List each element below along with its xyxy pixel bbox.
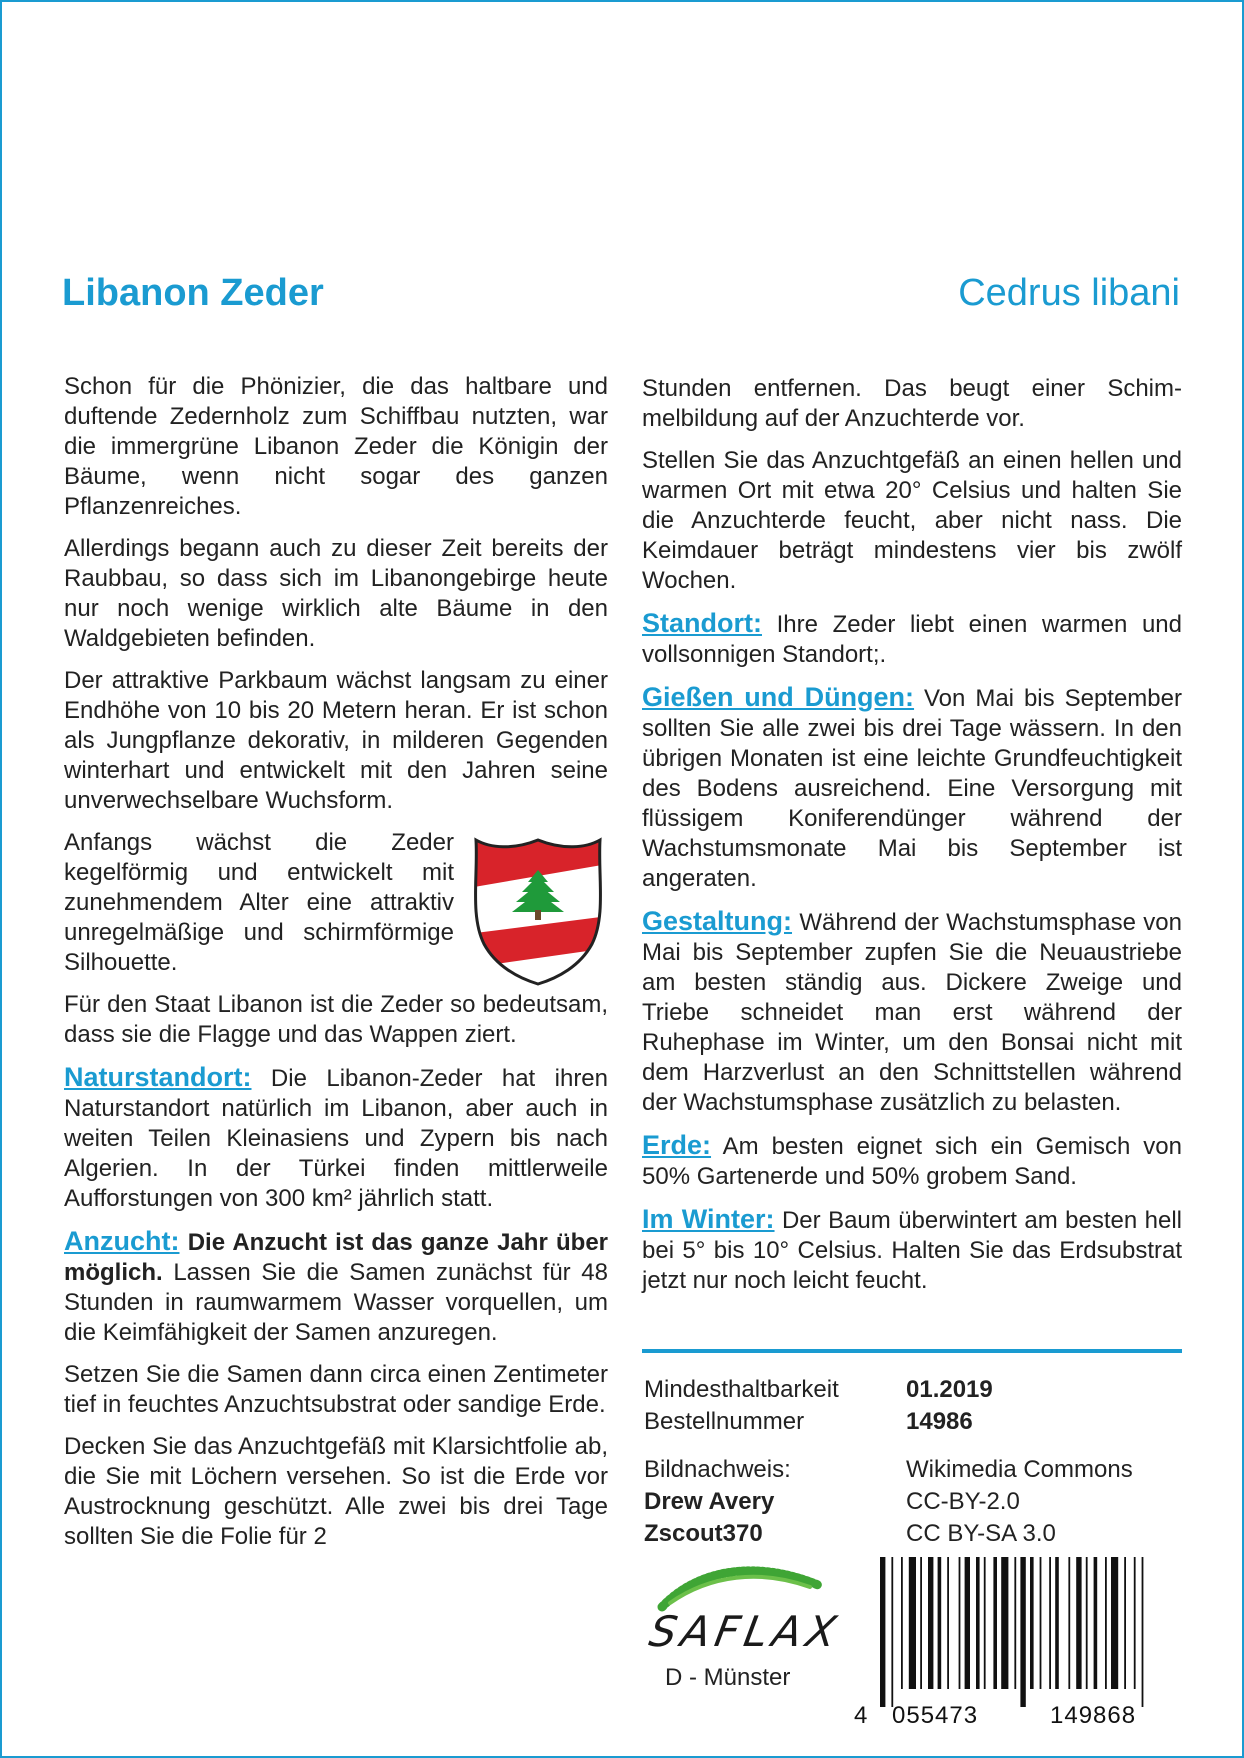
cover-paragraph: Decken Sie das Anzuchtgefäß mit Klarsichtfolie ab, die Sie mit Löchern versehen. So ist die Erde vor Austrocknung geschützt. Alle zwei bis drei Tage sollten Sie die Folie für 2 [64, 1433, 608, 1550]
barcode-bar [1055, 1557, 1059, 1689]
germination-paragraph: Stellen Sie das Anzuchtgefäß an einen hellen und warmen Ort mit etwa 20° Celsius und halten Sie die Anzuchterde feucht, aber nicht nass. Die Keimdauer beträgt mindestens vier bis zwölf Wochen. [642, 447, 1182, 594]
sowing-paragraph: Setzen Sie die Samen dann circa einen Zentimeter tief in feuchtes Anzuchtsubstrat oder sandige Erde. [64, 1361, 608, 1418]
barcode-bar [920, 1557, 922, 1689]
giessen-heading: Gießen und Düngen: [642, 682, 915, 712]
barcode-group-2: 149868 [1050, 1702, 1137, 1729]
credit-author-1: Drew Avery CC-BY-2.0 [644, 1488, 1020, 1515]
barcode-group-1: 055473 [892, 1702, 979, 1729]
barcode-bar [959, 1557, 961, 1689]
product-title: Libanon Zeder [62, 272, 324, 314]
anzucht-section: Anzucht: Die Anzucht ist das ganze Jahr über möglich. Lassen Sie die Samen zunächst für 48 Stunden in raumwarmem Wasser vorquellen, um die Keimfähigkeit der Samen anzuregen. [64, 1226, 609, 1346]
barcode-bar [891, 1557, 893, 1707]
barcode-bar [1076, 1557, 1081, 1689]
barcode-bar [1094, 1557, 1098, 1689]
giessen-section: Gießen und Düngen: Von Mai bis September sollten Sie alle zwei bis drei Tage wässern. In den übrigen Monaten ist eine leichte Grundfeuchtigkeit des Bodens ausreichend. Eine Versorgung mit flüssigem Koniferendünger während der Wachstumsmonate Mai bis September ist angeraten. [642, 682, 1182, 892]
barcode-bar [1124, 1557, 1126, 1689]
barcode-bar [947, 1557, 949, 1689]
barcode-bar [1014, 1557, 1016, 1689]
barcode-bar [984, 1557, 986, 1689]
gestaltung-section: Gestaltung: Während der Wachstumsphase von Mai bis September zupfen Sie die Neuaustriebe am besten ständig aus. Dickere Zweige und Triebe schneidet man erst während der Ruhephase im Winter, um den Bonsai nicht mit dem Harzverlust an den Schnittstellen während der Wachstumsphase zusätzlich zu belasten. [642, 906, 1182, 1116]
barcode-bar [1105, 1557, 1107, 1689]
barcode-bar [909, 1557, 916, 1689]
erde-section: Erde: Am besten eignet sich ein Gemisch von 50% Gartenerde und 50% grobem Sand. [642, 1130, 1182, 1190]
standort-section: Standort: Ihre Zeder liebt einen warmen und vollsonnigen Standort;. [642, 608, 1182, 668]
order-row: Bestellnummer 14986 [644, 1408, 973, 1435]
product-info [644, 1374, 993, 1438]
credit-row: Bildnachweis: Wikimedia Commons [644, 1456, 1133, 1483]
logo-wordmark: SAFLAX [645, 1607, 845, 1656]
barcode-digit-first: 4 [854, 1702, 869, 1729]
barcode-bar [901, 1557, 903, 1689]
barcode-bar [880, 1557, 885, 1707]
winter-heading: Im Winter: [642, 1204, 775, 1234]
continuation-paragraph: Stunden entfernen. Das beugt einer Schimmelbildung auf der Anzuchterde vor. [642, 375, 1182, 432]
barcode-bar [976, 1557, 980, 1689]
barcode-bar [1030, 1557, 1034, 1689]
divider-rule [642, 1349, 1182, 1353]
anzucht-heading: Anzucht: [64, 1226, 180, 1256]
credit-author-2: Zscout370 CC BY-SA 3.0 [644, 1520, 1056, 1547]
image-credits [644, 1454, 1133, 1550]
gestaltung-heading: Gestaltung: [642, 906, 793, 936]
left-text-column [64, 372, 608, 1564]
naturstandort-heading: Naturstandort: [64, 1062, 252, 1092]
state-paragraph: Für den Staat Libanon ist die Zeder so bedeutsam, dass sie die Flagge und das Wappen ziert. [64, 991, 608, 1048]
barcode-bar [1040, 1557, 1042, 1689]
barcode-bar [1086, 1557, 1088, 1689]
barcode-bar [993, 1557, 997, 1689]
standort-heading: Standort: [642, 608, 762, 638]
history-paragraph: Allerdings begann auch zu dieser Zeit bereits der Raubbau, so dass sich im Libanongebirge heute nur noch wenige wirklich alte Bäume in den Waldgebieten befinden. [64, 535, 608, 652]
logo-location: D - Münster [665, 1664, 791, 1691]
barcode-bar [928, 1557, 933, 1689]
right-text-column [642, 374, 1182, 1308]
barcode-bar [1001, 1557, 1008, 1689]
lebanon-emblem-icon [468, 836, 608, 986]
barcode-bar [938, 1557, 942, 1689]
naturstandort-section: Naturstandort: Die Libanon-Zeder hat ihren Naturstandort natürlich im Libanon, aber auch in weiten Teilen Kleinasiens und Zypern bis nach Algerien. In der Türkei finden mittlerweile Aufforstungen von 300 km² jährlich statt. [64, 1062, 608, 1212]
barcode-bar [1068, 1557, 1070, 1689]
erde-heading: Erde: [642, 1130, 712, 1160]
intro-paragraph: Schon für die Phönizier, die das haltbare und duftende Zedernholz zum Schiffbau nutzten, war die immergrüne Libanon Zeder die Königin der Bäume, wenn nicht sogar des ganzen Pflanzenreiches. [64, 373, 608, 520]
barcode-bar [1111, 1557, 1118, 1689]
growth-paragraph: Der attraktive Parkbaum wächst langsam zu einer Endhöhe von 10 bis 20 Metern heran. Er ist schon als Jungpflanze dekorativ, in milderen Gegenden winterhart und entwickelt mit den Jahren seine unverwechselbare Wuchsform. [64, 667, 608, 814]
ean-barcode [850, 1557, 1190, 1707]
barcode-bar [1134, 1557, 1136, 1689]
winter-section: Im Winter: Der Baum überwintert am besten hell bei 5° bis 10° Celsius. Halten Sie das Erdsubstrat jetzt nur noch leicht feucht. [642, 1204, 1182, 1294]
saflax-logo [640, 1557, 845, 1697]
barcode-bar [965, 1557, 970, 1689]
mhd-row: Mindesthaltbarkeit 01.2019 [644, 1376, 993, 1403]
barcode-bar [1142, 1557, 1144, 1707]
barcode-bar [1020, 1557, 1025, 1707]
shape-paragraph: Anfangs wächst die Zeder kegelförmig und entwickelt mit zunehmendem Alter eine attraktiv unregelmäßige und schirmförmige Silhouette. [64, 828, 608, 978]
barcode-bar [1049, 1557, 1051, 1689]
latin-name: Cedrus libani [958, 272, 1180, 314]
